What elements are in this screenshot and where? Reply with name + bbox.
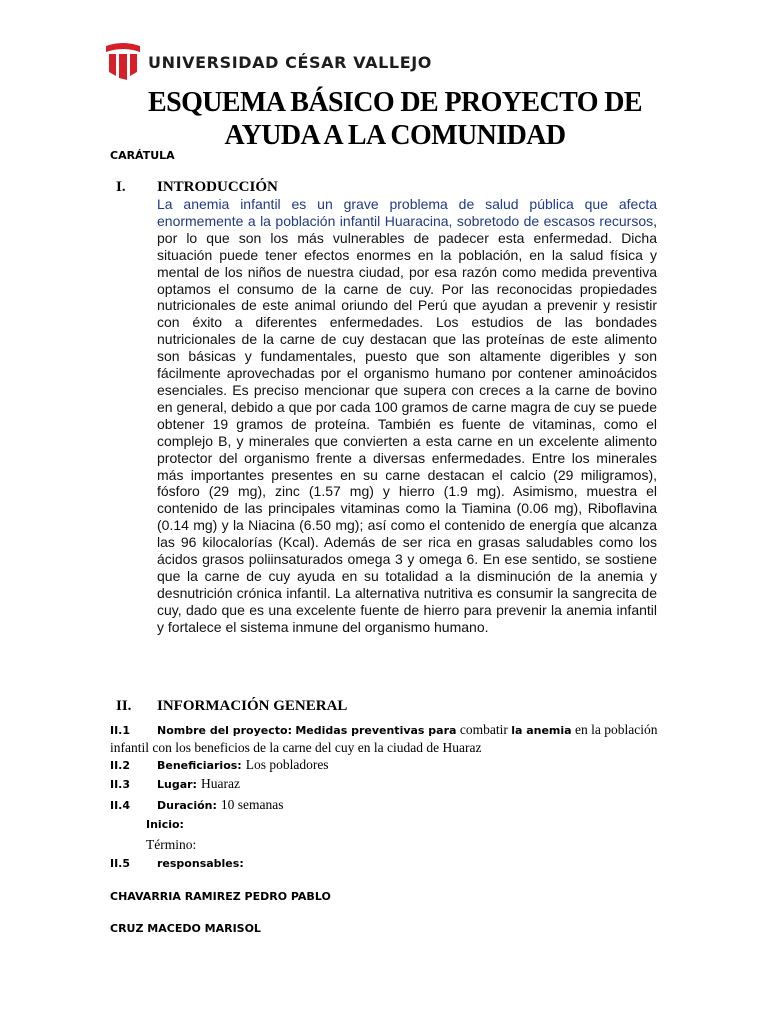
item-label: Nombre del proyecto: — [157, 724, 292, 737]
section-informacion-general-heading — [116, 698, 347, 715]
caratula-label: CARÁTULA — [110, 149, 175, 162]
intro-body-text: , por lo que son los más vulnerables de padecer esta enfermedad. Dicha situación puede tener efectos enormes en la población, en la salud física y mental de los niños de nuestra ciudad, por esa razón como medida preventiva optamos el consumo de la carne de cuy. Por las reconocidas propiedades nutricionales de este animal oriundo del Perú que ayudan a prevenir y resistir con éxito a diferentes enfermedades. Los estudios de las bondades nutricionales de la carne de cuy destacan que las proteínas de este alimento son básicas y fundamentales, puesto que son altamente digeribles y son fácilmente aprovechadas por el organismo humano por contener aminoácidos esenciales. Es preciso mencionar que supera con creces a la carne de bovino en general, debido a que por cada 100 gramos de carne magra de cuy se puede obtener 19 gramos de proteína. También es fuente de vitaminas, como el complejo B, y minerales que convierten a esta carne en un excelente alimento protector del organismo frente a diversas enfermedades. Entre los minerales más importantes presentes en su carne destacan el calcio (29 miligramos), fósforo (29 mg), zinc (1.57 mg) y hierro (1.9 mg). Asimismo, muestra el contenido de las principales vitaminas como la Tiamina (0.06 mg), Riboflavina (0.14 mg) y la Niacina (6.50 mg); así como el contenido de energía que alcanza las 96 kilocalorías (Kcal). Además de ser rica en grasas saludables como los ácidos grasos poliinsaturados omega 3 y omega 6. En ese sentido, se sostiene que la carne de cuy ayuda en su totalidad a la disminución de la anemia y desnutrición crónica infantil. La alternativa nutritiva es consumir la sangrecita de cuy, dado que es una excelente fuente de hierro para prevenir la anemia infantil y fortalece el sistema inmune del organismo humano. — [157, 212, 657, 635]
section-title: INFORMACIÓN GENERAL — [157, 698, 348, 714]
info-item-beneficiarios — [110, 757, 329, 773]
item-number: II.5 — [110, 857, 131, 870]
item-value: Los pobladores — [245, 757, 329, 772]
introduction-paragraph — [157, 196, 657, 636]
university-name: UNIVERSIDAD CÉSAR VALLEJO — [148, 52, 432, 72]
inicio-label: Inicio: — [146, 818, 184, 831]
info-item-project-name — [110, 721, 670, 756]
item-label: responsables: — [157, 857, 244, 870]
item-number: II.3 — [110, 778, 131, 791]
info-item-duracion — [110, 797, 284, 813]
project-name-bold-part-2: la anemia — [511, 724, 572, 737]
project-name-part-2: en la población infantil con los beneficios de la carne del cuy en la ciudad de Huaraz — [110, 722, 658, 755]
item-label: Beneficiarios: — [157, 759, 242, 772]
university-logo — [106, 42, 432, 82]
section-number: I. — [116, 179, 126, 195]
section-introduccion-heading — [116, 179, 278, 196]
info-item-responsables — [110, 857, 248, 870]
item-number: II.4 — [110, 799, 131, 812]
title-line-1: ESQUEMA BÁSICO DE PROYECTO DE — [148, 87, 642, 118]
section-title: INTRODUCCIÓN — [157, 179, 278, 195]
item-value: 10 semanas — [220, 797, 284, 812]
project-name-part: combatir — [459, 722, 508, 737]
section-number: II. — [116, 698, 132, 714]
intro-highlight-text: La anemia infantil es un grave problema de salud pública que afecta enormemente a la población infantil Huaracina, sobretodo de escasos recursos — [157, 196, 657, 229]
info-item-lugar — [110, 776, 240, 792]
item-number: II.1 — [110, 724, 131, 737]
termino-label: Término: — [146, 837, 197, 852]
project-name-bold-part: Medidas preventivas para — [295, 724, 457, 737]
document-title — [80, 86, 710, 152]
title-line-2: AYUDA A LA COMUNIDAD — [224, 120, 566, 151]
ucv-logo-icon — [106, 42, 140, 82]
item-label: Lugar: — [157, 778, 197, 791]
responsable-name: CHAVARRIA RAMIREZ PEDRO PABLO — [110, 890, 331, 903]
item-label: Duración: — [157, 799, 217, 812]
item-number: II.2 — [110, 759, 131, 772]
responsable-name: CRUZ MACEDO MARISOL — [110, 922, 261, 935]
item-value: Huaraz — [200, 776, 240, 791]
